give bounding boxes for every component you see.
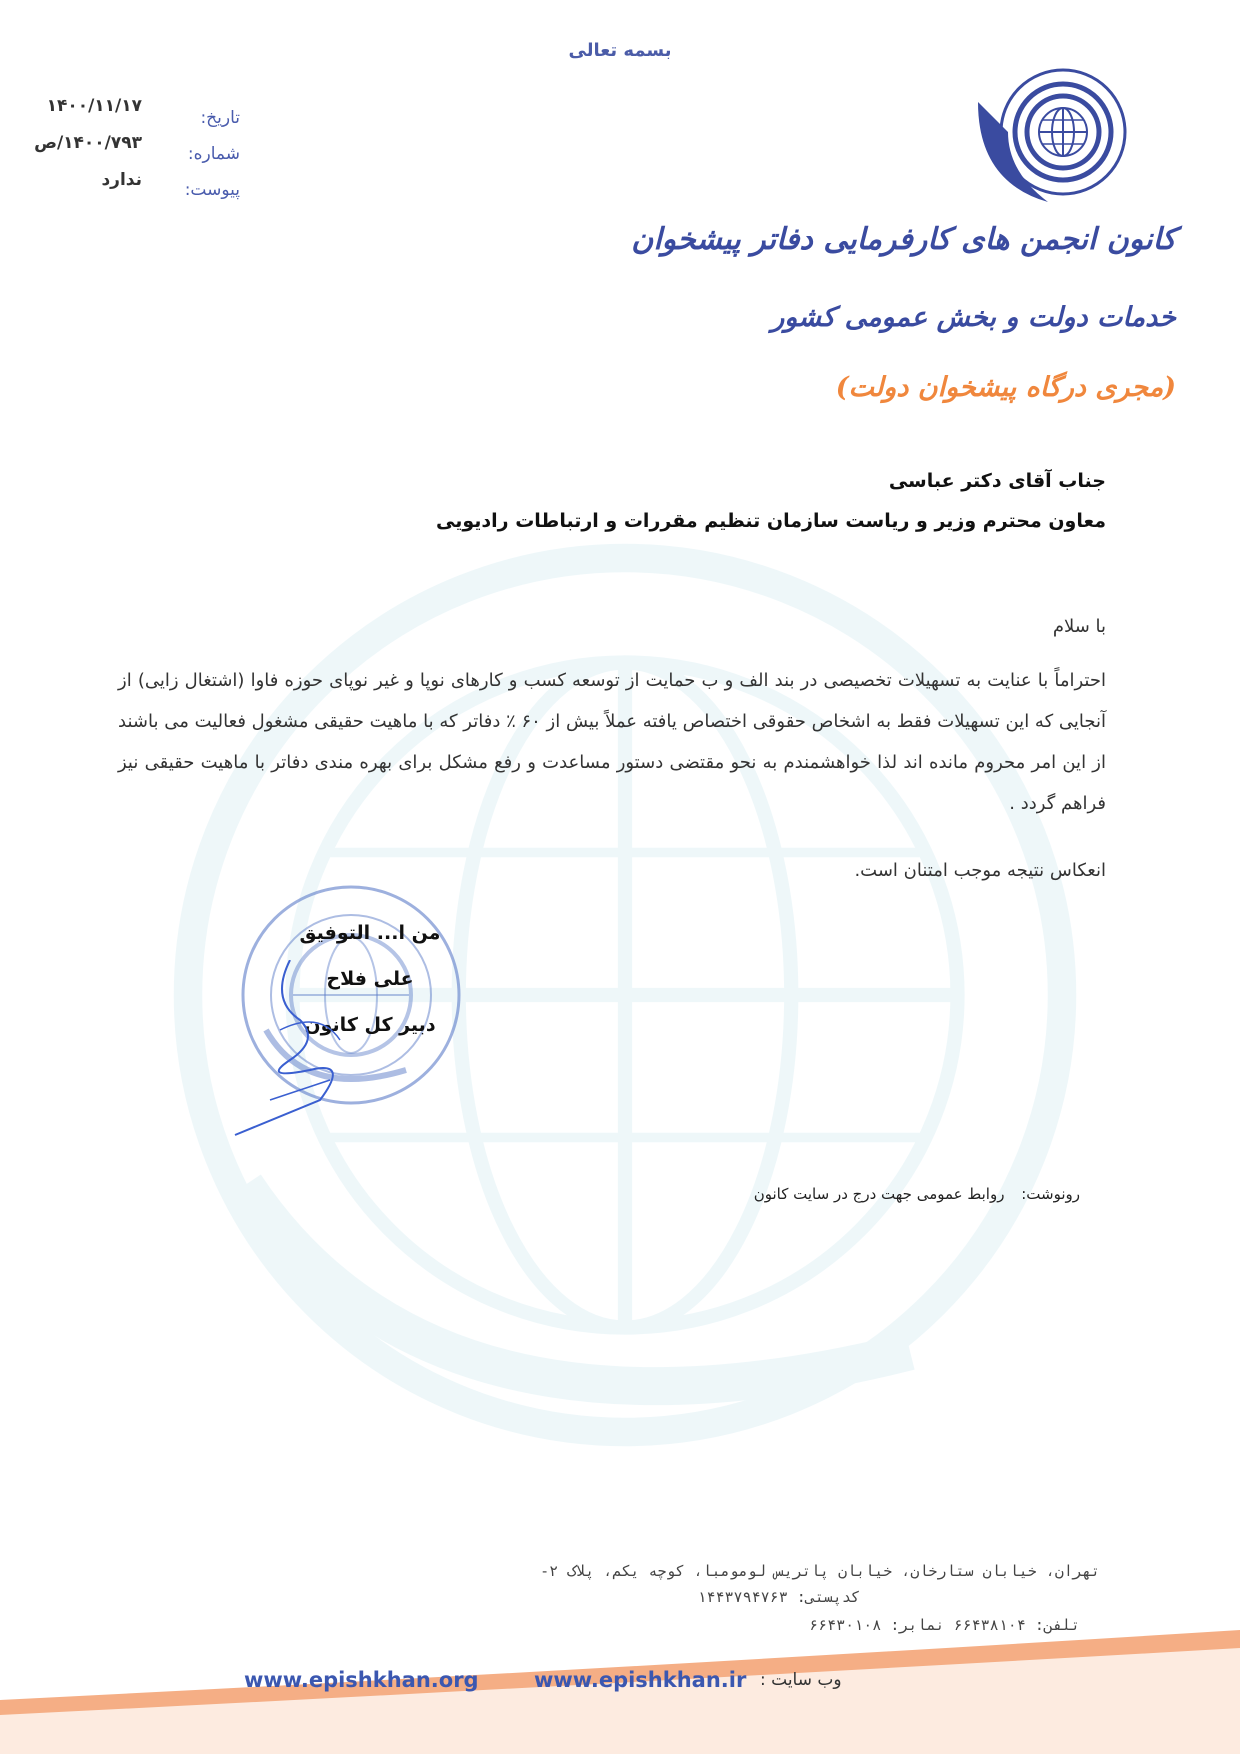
date-value: ۱۴۰۰/۱۱/۱۷ (46, 96, 142, 116)
footer-band (0, 1630, 1240, 1754)
meta-values (30, 88, 142, 199)
footer-phone-fax: تلفن: ۶۶۴۳۸۱۰۴ نمابر: ۶۶۴۳۰۱۰۸ (809, 1616, 1080, 1634)
meta-labels (160, 100, 240, 208)
website-label: وب سایت : (760, 1670, 842, 1690)
organization-subtitle: خدمات دولت و بخش عمومی کشور (771, 302, 1176, 333)
greeting: با سلام (1052, 616, 1106, 637)
handwritten-signature-icon (230, 960, 370, 1140)
organization-name: کانون انجمن های کارفرمایی دفاتر پیشخوان (631, 222, 1176, 257)
signatory-title: دبیر کل کانون (304, 1014, 436, 1036)
footer-address: تهران، خیابان ستارخان، خیابان پاتریس لومومبا، کوچه یکم، پلاک ۲- (540, 1562, 1100, 1580)
closing-line: انعکاس نتیجه موجب امتنان است. (854, 860, 1106, 881)
number-label: شماره: (187, 144, 240, 164)
cc-text: روابط عمومی جهت درج در سایت کانون (753, 1185, 1005, 1203)
number-value: ۱۴۰۰/۷۹۳/ص (34, 133, 142, 153)
bismillah-heading: بسمه تعالی (568, 40, 672, 61)
addressee-title: معاون محترم وزیر و ریاست سازمان تنظیم مقررات و ارتباطات رادیویی (435, 510, 1106, 532)
date-label: تاریخ: (200, 108, 240, 128)
signature-salutation: من ا... التوفیق (299, 922, 441, 944)
website-link-org[interactable]: www.epishkhan.org (244, 1668, 479, 1692)
addressee-name: جناب آقای دکتر عباسی (888, 470, 1106, 492)
attachment-value: ندارد (101, 170, 142, 190)
carbon-copy (754, 1185, 1080, 1203)
organization-tagline: (مجری درگاه پیشخوان دولت) (835, 372, 1176, 403)
letter-body-paragraph: احتراماً با عنایت به تسهیلات تخصیصی در بند الف و ب حمایت از توسعه کسب و کارهای نوپا و غیر نوپای حوزه فاوا (اشتغال زایی) از آنجایی که این تسهیلات فقط به اشخاص حقوقی اختصاص یافته عملاً بیش از ۶۰ ٪ دفاتر که با ماهیت حقیقی مشغول فعالیت می باشند از این امر محروم مانده اند لذا خواهشمندم به نحو مقتضی دستور مساعدت و رفع مشکل برای بهره مندی دفاتر با ماهیت حقیقی نیز فراهم گردد . (118, 670, 1107, 814)
signatory-name: علی فلاح (326, 968, 414, 990)
cc-label: رونوشت: (1021, 1185, 1080, 1203)
attachment-label: پیوست: (184, 180, 240, 200)
organization-logo-icon (968, 62, 1138, 222)
website-link-ir[interactable]: www.epishkhan.ir (534, 1668, 747, 1692)
footer-postal-code: کدپستی: ۱۴۴۳۷۹۴۷۶۳ (697, 1588, 860, 1606)
